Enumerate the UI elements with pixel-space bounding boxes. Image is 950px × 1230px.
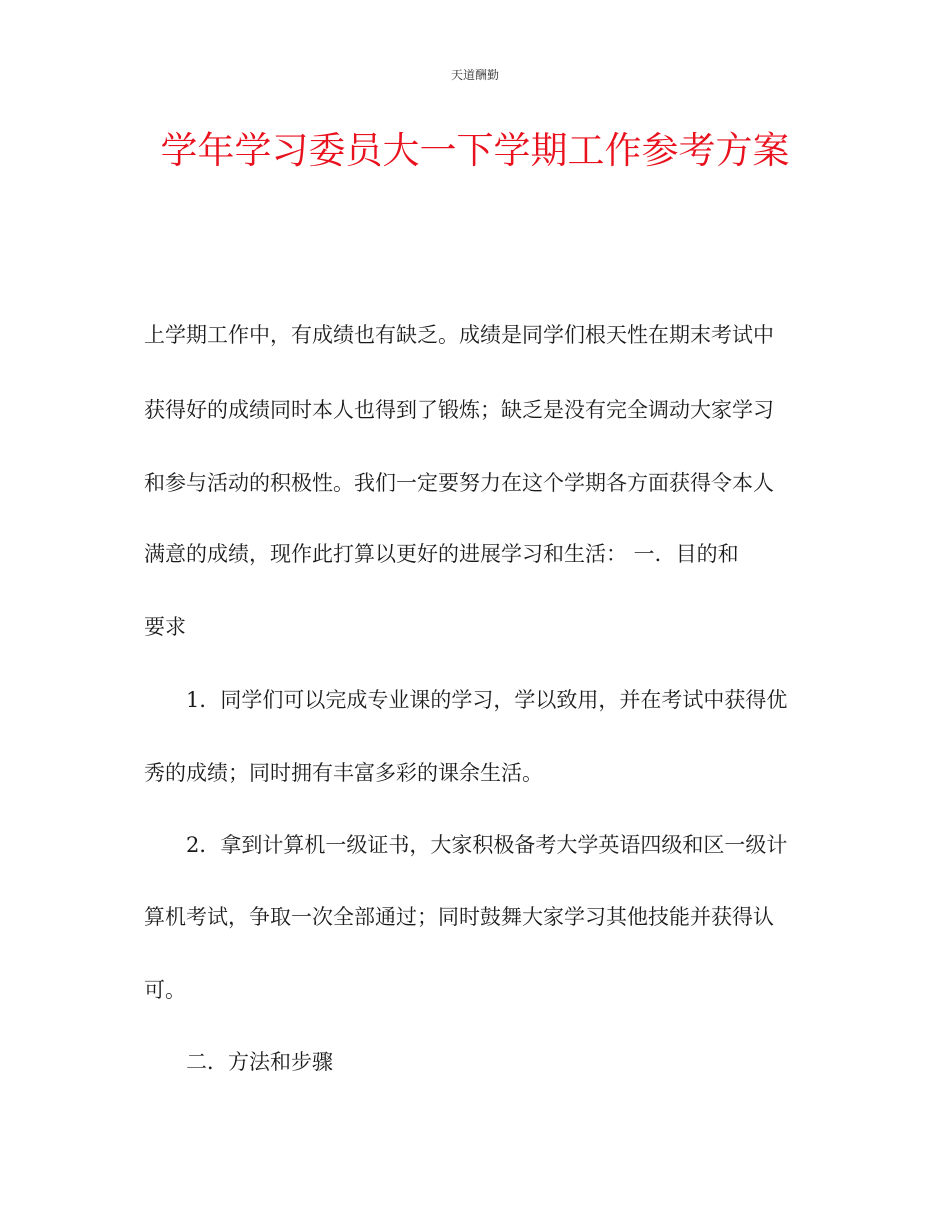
paragraph-line: 获得好的成绩同时本人也得到了锻炼；缺乏是没有完全调动大家学习	[144, 398, 774, 422]
page-header: 天道酬勤	[450, 68, 499, 82]
paragraph-line: 秀的成绩；同时拥有丰富多彩的课余生活。	[144, 761, 543, 785]
document-title: 学年学习委员大一下学期工作参考方案	[160, 129, 790, 172]
paragraph-line: 满意的成绩，现作此打算以更好的进展学习和生活： 一．目的和	[144, 542, 739, 566]
section-heading: 二．方法和步骤	[186, 1050, 333, 1074]
paragraph-line: 1．同学们可以完成专业课的学习，学以致用，并在考试中获得优	[186, 688, 788, 712]
paragraph-line: 可。	[144, 978, 186, 1002]
paragraph-line: 2．拿到计算机一级证书，大家积极备考大学英语四级和区一级计	[186, 833, 788, 857]
paragraph-line: 上学期工作中，有成绩也有缺乏。成绩是同学们根天性在期末考试中	[144, 323, 774, 347]
paragraph-line: 算机考试，争取一次全部通过；同时鼓舞大家学习其他技能并获得认	[144, 905, 774, 929]
paragraph-line: 和参与活动的积极性。我们一定要努力在这个学期各方面获得令本人	[144, 471, 774, 495]
paragraph-line: 要求	[144, 615, 186, 639]
